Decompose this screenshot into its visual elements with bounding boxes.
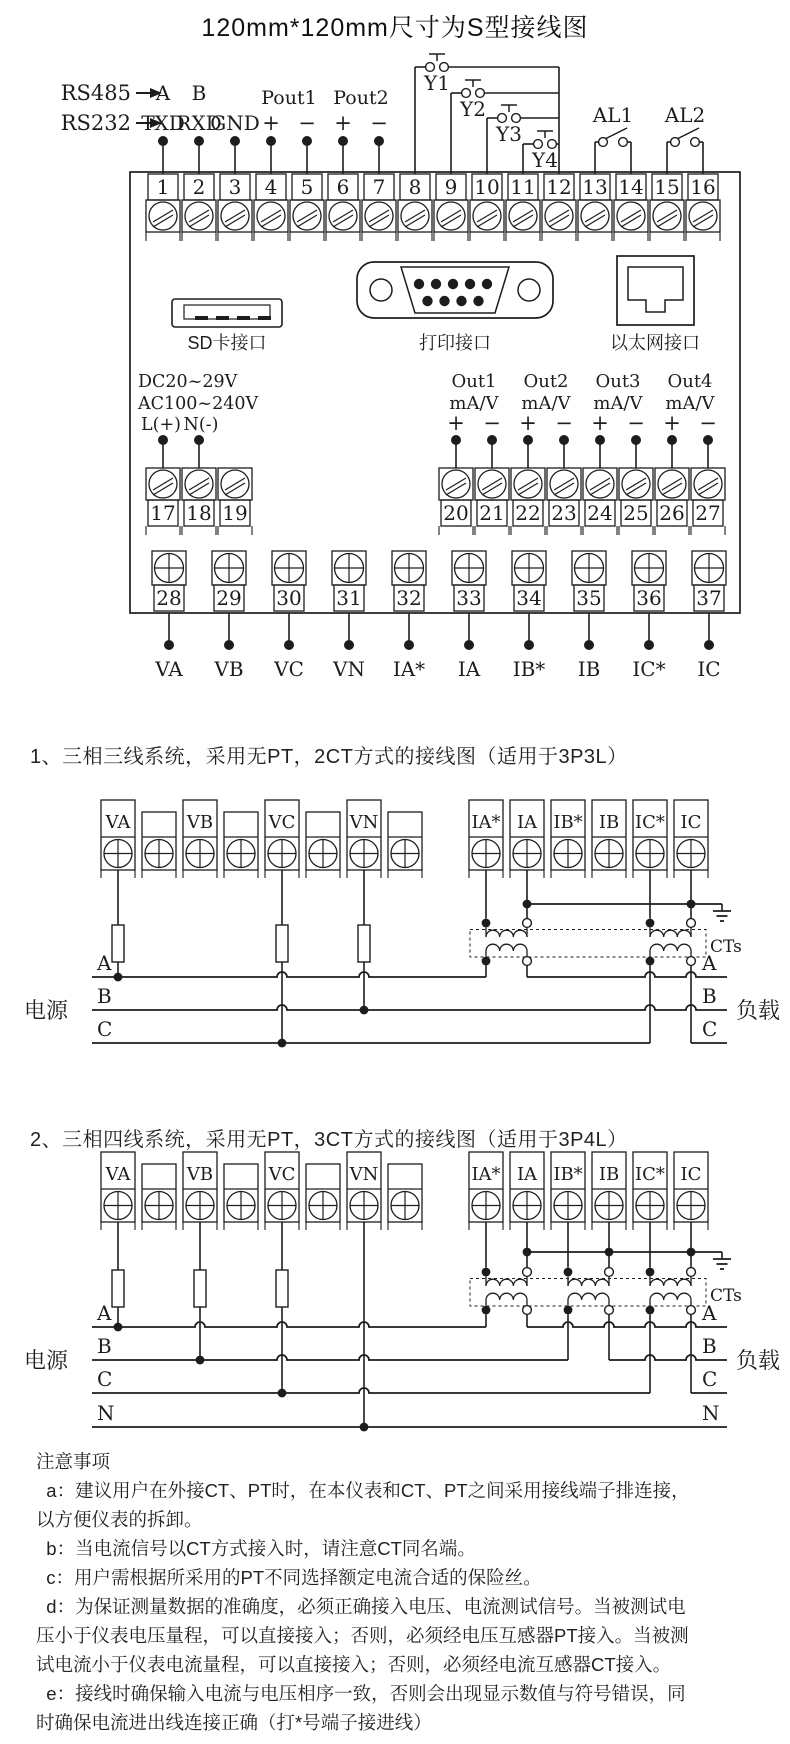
junction-dot (523, 435, 533, 445)
note-line: 以方便仪表的拆卸。 (36, 1509, 203, 1530)
terminal-number: 21 (479, 501, 505, 525)
polarity-label: + (334, 111, 352, 135)
junction-dot (703, 435, 713, 445)
polarity-label: + (591, 411, 609, 435)
ct-coil-icon (650, 1293, 691, 1300)
junction-dot (667, 435, 677, 445)
signal-label: VN (333, 657, 365, 681)
junction-dot (482, 957, 491, 966)
open-terminal-dot (619, 138, 628, 147)
open-terminal-dot (687, 1306, 696, 1315)
junction-dot (224, 640, 234, 650)
screw-slot (626, 478, 646, 490)
current-terminal-label: IA* (471, 1164, 501, 1185)
screw-slot (369, 215, 389, 227)
terminal-number: 36 (636, 586, 662, 610)
fuse-icon (194, 1270, 206, 1307)
terminal-number: 25 (623, 501, 649, 525)
source-label: 电源 (24, 1348, 69, 1373)
junction-dot (564, 1306, 573, 1315)
open-terminal-dot (605, 1268, 614, 1277)
cts-label: CTs (710, 937, 742, 957)
terminal-number: 24 (587, 501, 613, 525)
db9-pin (465, 279, 475, 289)
phase-label-left: B (97, 1334, 112, 1358)
junction-dot (374, 136, 384, 146)
cts-dashed-box (470, 1279, 706, 1307)
voltage-terminal-label: VN (349, 812, 379, 833)
junction-dot (646, 1306, 655, 1315)
voltage-terminal-label: VA (105, 1164, 131, 1185)
open-terminal-dot (687, 919, 696, 928)
signal-label: VC (274, 657, 304, 681)
power-l-label: L(+) (141, 415, 181, 435)
terminal-number: 9 (444, 175, 458, 199)
screw-slot (477, 215, 497, 227)
terminal-number: 5 (300, 175, 314, 199)
current-terminal-label: IA (516, 1164, 538, 1185)
screw-slot (153, 483, 173, 495)
note-line: 时确保电流进出线连接正确（打*号端子接进线） (36, 1712, 432, 1733)
open-terminal-dot (523, 957, 532, 966)
sd-card-pad (258, 316, 271, 320)
screw-slot (225, 210, 245, 222)
relay-label: Y3 (496, 122, 522, 146)
junction-dot (564, 1268, 573, 1277)
junction-dot (194, 136, 204, 146)
db9-pin (439, 296, 449, 306)
note-line: c：用户需根据所采用的PT不同选择额定电流合适的保险丝。 (36, 1567, 542, 1588)
phase-line (92, 1355, 568, 1360)
junction-dot (284, 640, 294, 650)
fuse-icon (112, 1270, 124, 1307)
screw-slot (657, 210, 677, 222)
note-line: e：接线时确保输入电流与电压相序一致，否则会出现显示数值与符号错误，同 (36, 1683, 686, 1704)
screw-slot (441, 215, 461, 227)
terminal-number: 12 (546, 175, 572, 199)
screw-slot (698, 483, 718, 495)
screw-slot (477, 210, 497, 222)
terminal-number: 28 (156, 586, 182, 610)
terminal-number: 16 (690, 175, 716, 199)
screw-slot (662, 478, 682, 490)
polarity-label: − (627, 411, 645, 435)
phase-label-left: C (97, 1017, 113, 1041)
cts-dashed-box (470, 930, 706, 958)
terminal-number: 1 (156, 175, 170, 199)
phase-label-right: A (702, 1301, 717, 1325)
screw-slot (225, 215, 245, 227)
current-terminal-label: IC* (635, 1164, 665, 1185)
junction-dot (646, 1268, 655, 1277)
junction-dot (230, 136, 240, 146)
screw-slot (554, 478, 574, 490)
phase-line (92, 1005, 727, 1010)
open-terminal-dot (687, 1268, 696, 1277)
current-terminal-label: IB* (553, 812, 583, 833)
polarity-label: − (370, 111, 388, 135)
screw-slot (446, 483, 466, 495)
terminal-number: 7 (372, 175, 386, 199)
screw-slot (405, 215, 425, 227)
open-terminal-dot (523, 1306, 532, 1315)
screw-slot (189, 483, 209, 495)
junction-dot (464, 640, 474, 650)
relay-label: Y1 (424, 71, 450, 95)
phase-label-left: B (97, 984, 112, 1008)
sd-port-label: SD卡接口 (187, 333, 267, 353)
db9-pin (448, 279, 458, 289)
source-label: 电源 (24, 998, 69, 1023)
screw-slot (405, 210, 425, 222)
junction-dot (266, 136, 276, 146)
analog-output-label: Out2 (523, 371, 569, 392)
screw-slot (261, 215, 281, 227)
terminal-number: 6 (336, 175, 350, 199)
analog-unit-label: mA/V (665, 393, 715, 414)
terminal-number: 33 (456, 586, 482, 610)
polarity-label: − (555, 411, 573, 435)
phase-label-right: C (702, 1017, 718, 1041)
terminal-number: 32 (396, 586, 422, 610)
terminal-number: 26 (659, 501, 685, 525)
signal-label: IB (577, 657, 601, 681)
open-terminal-dot (687, 957, 696, 966)
screw-slot (225, 483, 245, 495)
phase-label-right: A (702, 951, 717, 975)
load-label: 负载 (736, 998, 781, 1023)
phase-label-right: B (702, 984, 717, 1008)
db9-mount-hole (518, 279, 540, 301)
terminal-number: 34 (516, 586, 542, 610)
fuse-icon (276, 925, 288, 962)
terminal-number: 29 (216, 586, 242, 610)
junction-dot (164, 640, 174, 650)
junction-dot (194, 435, 204, 445)
voltage-terminal-label: VC (268, 1164, 296, 1185)
fuse-icon (358, 925, 370, 962)
screw-slot (441, 210, 461, 222)
pin-label: GND (210, 111, 260, 135)
pout1-label: Pout1 (261, 87, 317, 109)
ct-coil-icon (650, 944, 691, 951)
junction-dot (344, 640, 354, 650)
relay-label: Y2 (460, 97, 486, 121)
terminal-number: 22 (515, 501, 541, 525)
ct-coil-icon (568, 1279, 609, 1286)
note-line: b：当电流信号以CT方式接入时，请注意CT同名端。 (36, 1538, 476, 1559)
screw-slot (585, 210, 605, 222)
junction-dot (404, 640, 414, 650)
current-terminal-label: IB (598, 812, 620, 833)
open-terminal-dot (523, 1268, 532, 1277)
sd-card-port-icon (172, 299, 282, 327)
power-range-dc: DC20~29V (138, 372, 238, 392)
junction-dot (524, 640, 534, 650)
screw-slot (585, 215, 605, 227)
screw-slot (621, 215, 641, 227)
junction-dot (595, 435, 605, 445)
analog-unit-label: mA/V (521, 393, 571, 414)
current-terminal-label: IC (680, 1164, 702, 1185)
terminal-number: 27 (695, 501, 721, 525)
phase-line (527, 1322, 727, 1327)
terminal-number: 10 (474, 175, 500, 199)
terminal-number: 15 (654, 175, 680, 199)
terminal-number: 35 (576, 586, 602, 610)
screw-slot (549, 215, 569, 227)
terminal-number: 18 (186, 501, 212, 525)
voltage-terminal-label: VN (349, 1164, 379, 1185)
cts-label: CTs (710, 1286, 742, 1306)
db9-mount-hole (370, 279, 392, 301)
screw-slot (482, 478, 502, 490)
screw-slot (626, 483, 646, 495)
junction-dot (487, 435, 497, 445)
sd-card-pad (216, 316, 229, 320)
screw-slot (657, 215, 677, 227)
note-line: a：建议用户在外接CT、PT时，在本仪表和CT、PT之间采用接线端子排连接， (36, 1480, 690, 1501)
db9-pin (482, 279, 492, 289)
polarity-label: − (483, 411, 501, 435)
page-title: 120mm*120mm尺寸为S型接线图 (201, 14, 589, 42)
screw-slot (153, 210, 173, 222)
screw-slot (693, 215, 713, 227)
signal-label: IC* (632, 657, 666, 681)
phase-line (527, 972, 727, 977)
screw-slot (518, 483, 538, 495)
ct-coil-icon (650, 930, 691, 937)
terminal-number: 20 (443, 501, 469, 525)
rs485-label: RS485 (60, 81, 131, 105)
phase-label-right: N (702, 1401, 720, 1425)
sd-card-pad (195, 316, 208, 320)
polarity-label: − (699, 411, 717, 435)
junction-dot (451, 435, 461, 445)
analog-unit-label: mA/V (449, 393, 499, 414)
current-terminal-label: IC (680, 812, 702, 833)
screw-slot (189, 478, 209, 490)
rs232-label: RS232 (60, 111, 131, 135)
junction-dot (158, 136, 168, 146)
junction-dot (644, 640, 654, 650)
polarity-label: − (298, 111, 316, 135)
sd-card-pad (237, 316, 250, 320)
db9-pin (422, 296, 432, 306)
voltage-terminal-label: VB (186, 812, 214, 833)
signal-label: IA* (392, 657, 426, 681)
screw-slot (225, 478, 245, 490)
ethernet-port-label: 以太网接口 (610, 333, 700, 353)
terminal-number: 31 (336, 586, 362, 610)
ct-coil-icon (486, 1279, 527, 1286)
screw-slot (549, 210, 569, 222)
power-n-label: N(-) (183, 415, 219, 435)
alarm-label: AL2 (664, 103, 706, 127)
db9-pin (456, 296, 466, 306)
fuse-icon (276, 1270, 288, 1307)
pin-label: A (155, 81, 171, 105)
junction-dot (646, 919, 655, 928)
screw-slot (189, 215, 209, 227)
screw-slot (153, 215, 173, 227)
signal-label: IB* (512, 657, 546, 681)
voltage-terminal-label: VA (105, 812, 131, 833)
ct-coil-icon (650, 1279, 691, 1286)
screw-slot (446, 478, 466, 490)
terminal-number: 19 (222, 501, 248, 525)
notes-title: 注意事项 (36, 1451, 111, 1472)
rj45-ethernet-port-icon (628, 267, 683, 312)
current-terminal-label: IA* (471, 812, 501, 833)
fuse-icon (112, 925, 124, 962)
terminal-number: 8 (408, 175, 422, 199)
screw-slot (662, 483, 682, 495)
screw-slot (621, 210, 641, 222)
phase-line (92, 1322, 486, 1327)
junction-dot (704, 640, 714, 650)
screw-slot (297, 210, 317, 222)
db9-pin (431, 279, 441, 289)
phase-label-left: A (97, 951, 112, 975)
terminal-number: 30 (276, 586, 302, 610)
junction-dot (158, 435, 168, 445)
alarm-label: AL1 (592, 103, 634, 127)
terminal-number: 14 (618, 175, 644, 199)
junction-dot (302, 136, 312, 146)
polarity-label: + (663, 411, 681, 435)
analog-output-label: Out3 (595, 371, 641, 392)
db9-pin (473, 296, 483, 306)
polarity-label: + (447, 411, 465, 435)
current-terminal-label: IC* (635, 812, 665, 833)
section2-heading: 2、三相四线系统，采用无PT，3CT方式的接线图（适用于3P4L） (30, 1129, 628, 1151)
pin-label: RXD (176, 111, 222, 135)
relay-label: Y4 (532, 148, 558, 172)
printer-port-label: 打印接口 (419, 333, 491, 353)
screw-slot (261, 210, 281, 222)
ct-coil-icon (486, 944, 527, 951)
ct-coil-icon (486, 1293, 527, 1300)
pin-label: B (191, 81, 207, 105)
load-label: 负载 (736, 1348, 781, 1373)
junction-dot (482, 919, 491, 928)
screw-slot (518, 478, 538, 490)
analog-output-label: Out1 (451, 371, 497, 392)
screw-slot (693, 210, 713, 222)
open-terminal-dot (691, 138, 700, 147)
terminal-number: 3 (228, 175, 242, 199)
terminal-number: 37 (696, 586, 722, 610)
junction-dot (631, 435, 641, 445)
phase-label-right: B (702, 1334, 717, 1358)
phase-label-right: C (702, 1367, 718, 1391)
junction-dot (482, 1268, 491, 1277)
notes-block (36, 1447, 762, 1737)
screw-slot (369, 210, 389, 222)
voltage-terminal-label: VB (186, 1164, 214, 1185)
screw-slot (590, 483, 610, 495)
pin-label: TXD (141, 111, 185, 135)
polarity-label: + (519, 411, 537, 435)
phase-line (92, 972, 486, 977)
terminal-number: 23 (551, 501, 577, 525)
screw-slot (333, 215, 353, 227)
signal-label: IC (697, 657, 721, 681)
phase-label-left: N (97, 1401, 115, 1425)
screw-slot (513, 210, 533, 222)
screw-slot (590, 478, 610, 490)
db9-trapezoid (401, 267, 509, 313)
junction-dot (584, 640, 594, 650)
current-terminal-label: IB (598, 1164, 620, 1185)
screw-slot (189, 210, 209, 222)
terminal-number: 4 (264, 175, 278, 199)
junction-dot (646, 957, 655, 966)
voltage-terminal-label: VC (268, 812, 296, 833)
junction-dot (482, 1306, 491, 1315)
screw-slot (698, 478, 718, 490)
note-line: 试电流小于仪表电流量程，可以直接接入；否则，必须经电流互感器CT接入。 (36, 1654, 672, 1675)
screw-slot (482, 483, 502, 495)
screw-slot (513, 215, 533, 227)
phase-line (92, 1388, 650, 1393)
ct-coil-icon (568, 1293, 609, 1300)
screw-slot (153, 478, 173, 490)
phase-label-left: A (97, 1301, 112, 1325)
section1-heading: 1、三相三线系统，采用无PT，2CT方式的接线图（适用于3P3L） (30, 746, 628, 768)
db9-pin (414, 279, 424, 289)
open-terminal-dot (523, 919, 532, 928)
phase-label-left: C (97, 1367, 113, 1391)
note-line: 压小于仪表电压量程，可以直接接入；否则，必须经电压互感器PT接入。当被测 (36, 1625, 689, 1646)
screw-slot (333, 210, 353, 222)
polarity-label: + (262, 111, 280, 135)
screw-slot (297, 215, 317, 227)
current-terminal-label: IB* (553, 1164, 583, 1185)
analog-output-label: Out4 (667, 371, 713, 392)
terminal-number: 13 (582, 175, 608, 199)
junction-dot (559, 435, 569, 445)
ct-coil-icon (486, 930, 527, 937)
analog-unit-label: mA/V (593, 393, 643, 414)
junction-dot (338, 136, 348, 146)
pout2-label: Pout2 (333, 87, 389, 109)
power-range-ac: AC100~240V (138, 394, 259, 414)
screw-slot (554, 483, 574, 495)
signal-label: IA (457, 657, 481, 681)
terminal-number: 11 (510, 175, 536, 199)
signal-label: VA (155, 657, 183, 681)
current-terminal-label: IA (516, 812, 538, 833)
terminal-number: 17 (150, 501, 176, 525)
db9-printer-port-icon (357, 262, 553, 318)
terminal-number: 2 (192, 175, 206, 199)
open-terminal-dot (605, 1306, 614, 1315)
signal-label: VB (214, 657, 244, 681)
note-line: d：为保证测量数据的准确度，必须正确接入电压、电流测试信号。当被测试电 (36, 1596, 686, 1617)
